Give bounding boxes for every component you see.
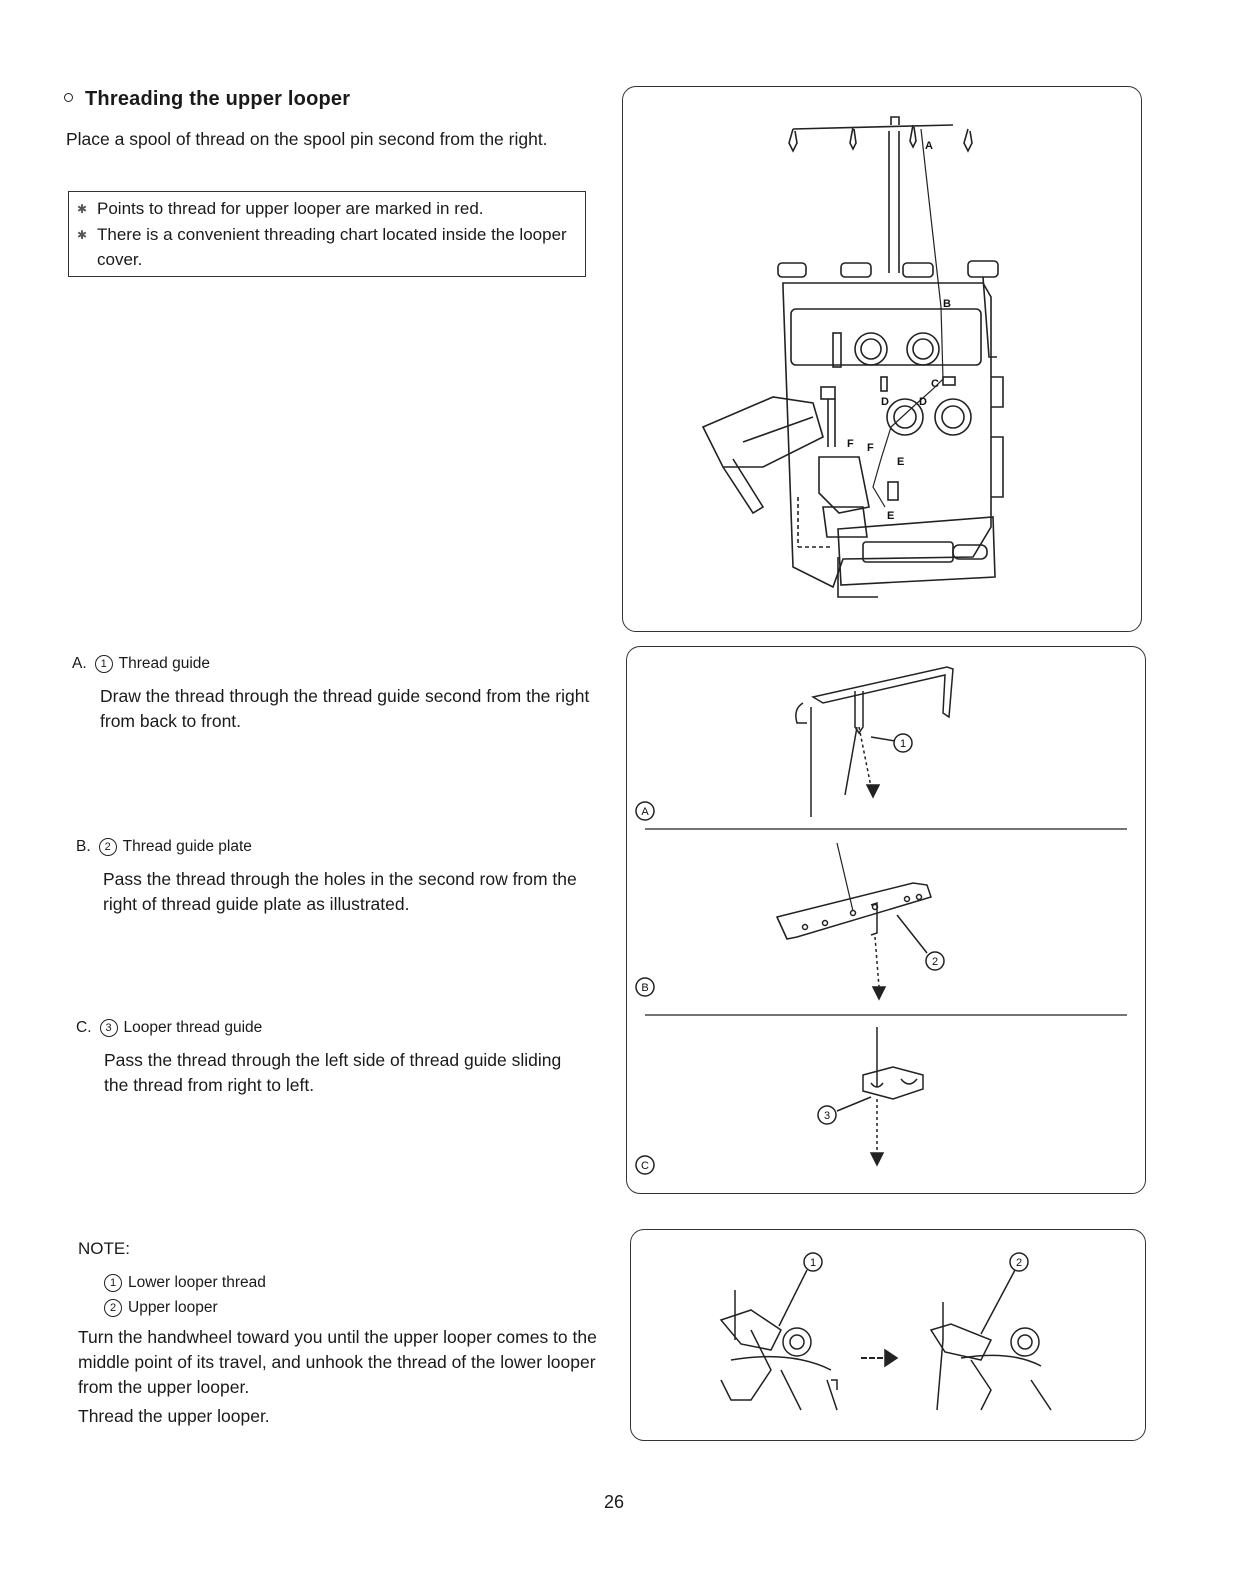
figure-note-looper (630, 1229, 1146, 1441)
detail-illustration (627, 647, 1145, 1193)
number-badge: 1 (95, 655, 113, 673)
note-body (78, 1325, 608, 1429)
note-paragraph: Thread the upper looper. (78, 1406, 270, 1426)
page-number: 26 (604, 1492, 625, 1512)
note-list (104, 1270, 266, 1320)
section-title: Threading the upper looper (64, 88, 350, 111)
tip-item: ✱ There is a convenient threading chart located inside the looper cover. (77, 222, 585, 272)
step-a-text: Draw the thread through the thread guide second from the right from back to front. (100, 686, 590, 731)
label-e2: E (887, 510, 895, 522)
note-callout-1: 1 (809, 1257, 817, 1269)
number-badge: 2 (99, 838, 117, 856)
step-b-heading: B. 2 Thread guide plate (76, 838, 252, 855)
step-a-heading: A. 1 Thread guide (72, 655, 210, 672)
tips-box (68, 191, 586, 277)
number-badge: 1 (104, 1274, 122, 1292)
label-d2: D (919, 396, 927, 408)
step-b-text: Pass the thread through the holes in the second row from the right of thread guide plate as illustrated. (103, 869, 577, 914)
note-callout-2: 2 (1015, 1257, 1023, 1269)
label-e1: E (897, 456, 905, 468)
label-f1: F (847, 438, 854, 450)
label-a: A (925, 140, 933, 152)
tip-item: ✱ Points to thread for upper looper are marked in red. (77, 196, 585, 222)
panel-tag-a: A (641, 806, 649, 818)
serger-illustration (623, 87, 1141, 631)
looper-illustration (631, 1230, 1145, 1440)
asterisk-icon: ✱ (77, 202, 88, 216)
callout-2: 2 (931, 956, 939, 968)
note-heading: NOTE: (78, 1239, 130, 1258)
note-item: 2 Upper looper (104, 1295, 266, 1320)
panel-tag-c: C (641, 1160, 649, 1172)
label-f2: F (867, 442, 874, 454)
step-c-heading: C. 3 Looper thread guide (76, 1019, 263, 1036)
bullet-icon (64, 93, 73, 102)
number-badge: 2 (104, 1299, 122, 1317)
label-d1: D (881, 396, 889, 408)
label-b: B (943, 298, 951, 310)
figure-machine-overview (622, 86, 1142, 632)
callout-1: 1 (899, 738, 907, 750)
panel-tag-b: B (641, 982, 649, 994)
figure-detail-steps (626, 646, 1146, 1194)
note-paragraph: Turn the handwheel toward you until the upper looper comes to the middle point of its travel, and unhook the thread of the lower looper from the upper looper. (78, 1327, 597, 1397)
asterisk-icon: ✱ (77, 228, 88, 242)
number-badge: 3 (100, 1019, 118, 1037)
callout-3: 3 (823, 1110, 831, 1122)
label-c: C (931, 378, 939, 390)
intro-text: Place a spool of thread on the spool pin second from the right. (66, 129, 548, 149)
note-item: 1 Lower looper thread (104, 1270, 266, 1295)
step-c-text: Pass the thread through the left side of thread guide sliding the thread from right to left. (104, 1050, 562, 1095)
